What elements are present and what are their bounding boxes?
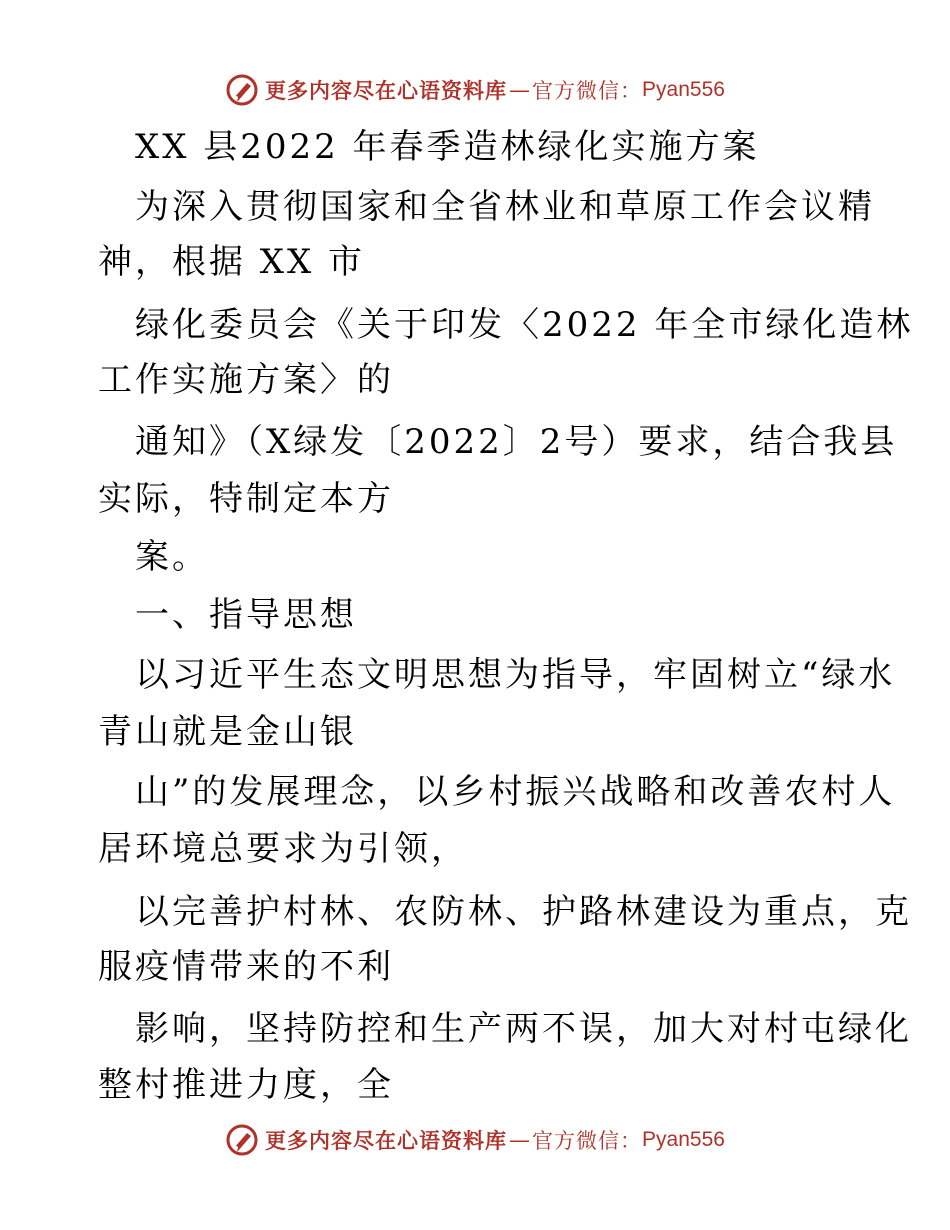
watermark-dash: — bbox=[509, 78, 531, 102]
paragraph-line: 绿化委员会《关于印发〈2022 年全市绿化造林 bbox=[135, 305, 914, 345]
paragraph-line: 服疫情带来的不利 bbox=[98, 947, 394, 987]
section-heading: 一、指导思想 bbox=[135, 595, 357, 635]
pen-logo-icon bbox=[225, 73, 259, 107]
watermark-main-text: 更多内容尽在心语资料库 bbox=[265, 79, 508, 103]
header-watermark bbox=[0, 70, 950, 110]
watermark-main-text: 更多内容尽在心语资料库 bbox=[265, 1129, 508, 1153]
watermark-sub-text: 官方微信： bbox=[532, 1129, 643, 1153]
document-title: XX 县2022 年春季造林绿化实施方案 bbox=[135, 127, 760, 167]
paragraph-line: 以习近平生态文明思想为指导，牢固树立“绿水 bbox=[135, 655, 896, 695]
watermark-sub-text: 官方微信： bbox=[532, 79, 643, 103]
paragraph-line: 实际，特制定本方 bbox=[98, 479, 394, 519]
paragraph-line: 居环境总要求为引领， bbox=[98, 829, 468, 869]
paragraph-line: 影响，坚持防控和生产两不误，加大对村屯绿化 bbox=[135, 1009, 912, 1049]
pen-logo-icon bbox=[225, 1123, 259, 1157]
footer-watermark bbox=[0, 1120, 950, 1160]
watermark-dash: — bbox=[509, 1128, 531, 1152]
watermark-wechat-id: Pyan556 bbox=[642, 78, 725, 101]
paragraph-line: 青山就是金山银 bbox=[98, 712, 357, 752]
watermark-wechat-id: Pyan556 bbox=[642, 1128, 725, 1151]
paragraph-line: 案。 bbox=[135, 537, 209, 577]
paragraph-line: 神，根据 XX 市 bbox=[98, 242, 366, 282]
paragraph-line: 为深入贯彻国家和全省林业和草原工作会议精 bbox=[135, 187, 875, 227]
paragraph-line: 以完善护村林、农防林、护路林建设为重点，克 bbox=[135, 892, 912, 932]
paragraph-line: 工作实施方案〉的 bbox=[98, 360, 394, 400]
paragraph-line: 山”的发展理念，以乡村振兴战略和改善农村人 bbox=[135, 772, 896, 812]
paragraph-line: 整村推进力度，全 bbox=[98, 1065, 394, 1105]
paragraph-line: 通知》（X绿发〔2022〕2号）要求，结合我县 bbox=[135, 422, 898, 462]
